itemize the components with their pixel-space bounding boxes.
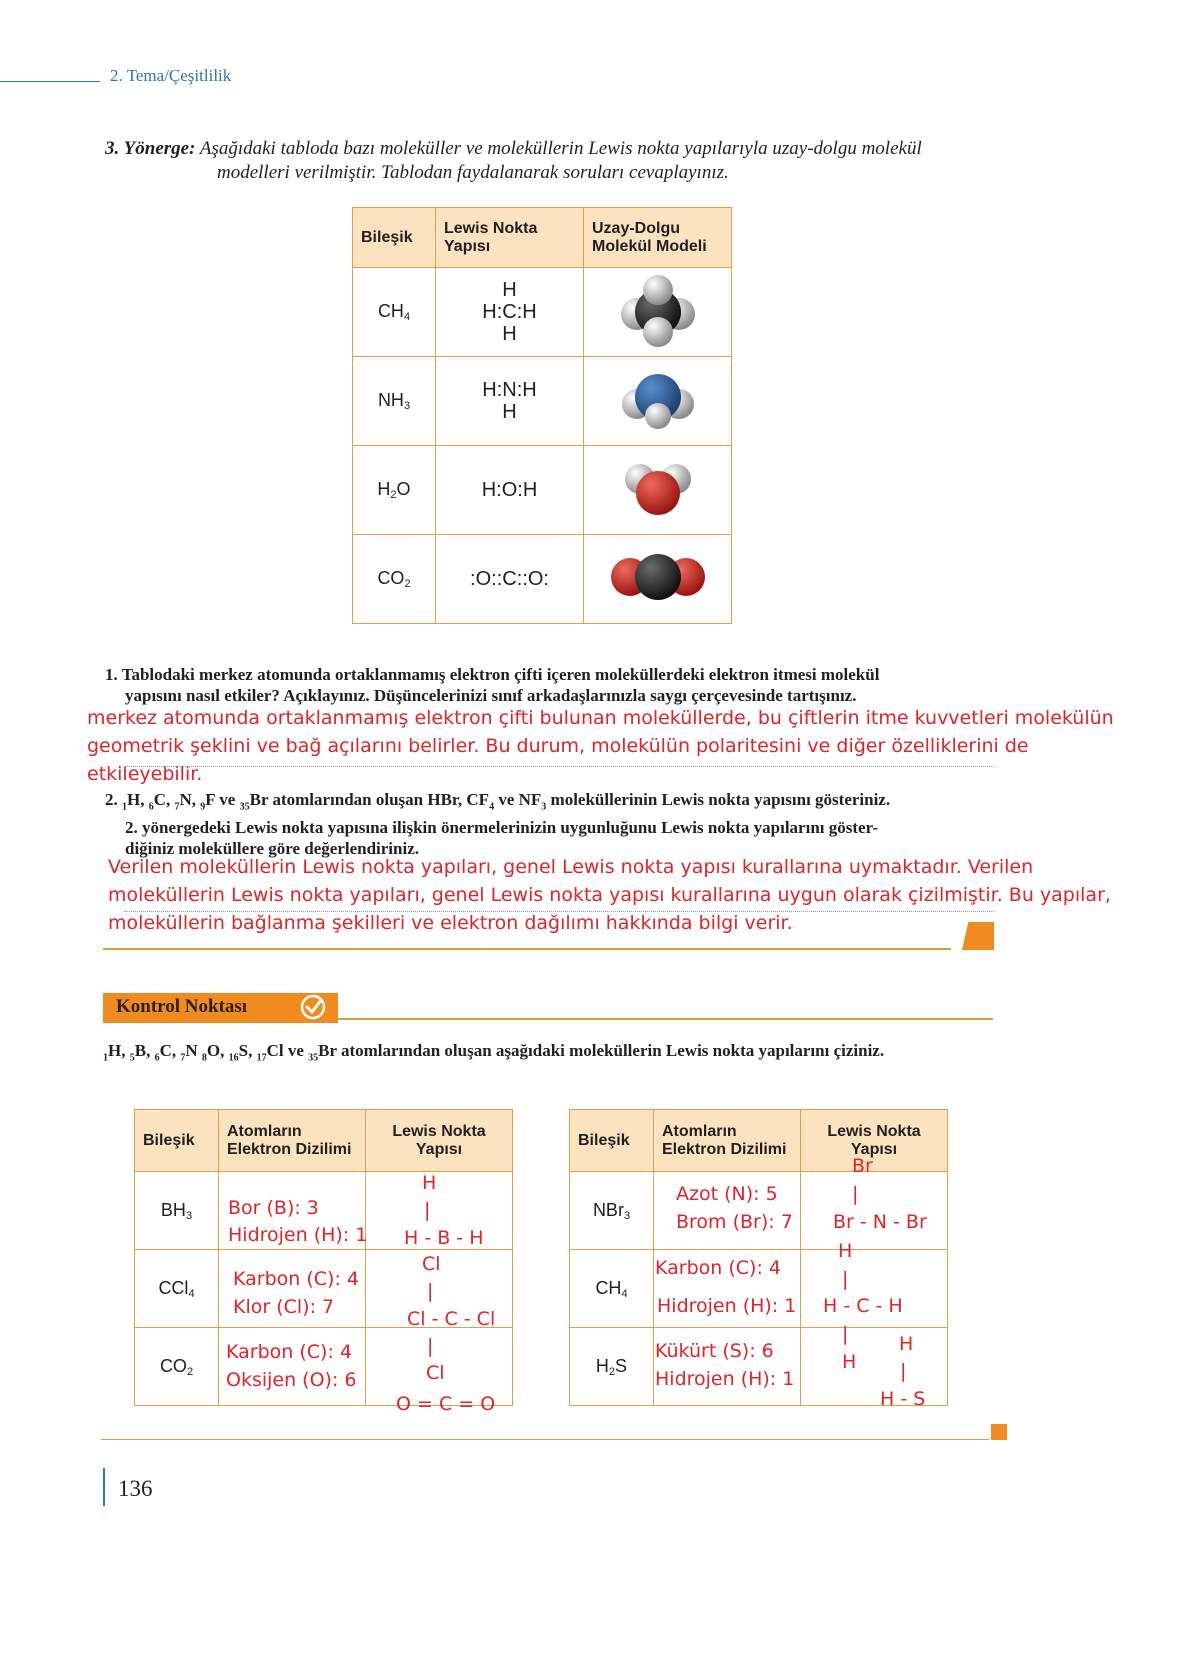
right-lewis-line: H <box>899 1333 914 1355</box>
left-e2-co2: Oksijen (O): 6 <box>226 1369 357 1391</box>
left-lewis-line: | <box>427 1335 434 1357</box>
right-e1-h2s: Kükürt (S): 6 <box>655 1340 774 1362</box>
left-e1-bh3: Bor (B): 3 <box>228 1197 319 1219</box>
left-e2-ccl4: Klor (Cl): 7 <box>233 1296 335 1318</box>
left-lewis-line: H - B - H <box>404 1227 484 1249</box>
right-lewis-line: | <box>842 1323 849 1345</box>
right-lewis-line: H <box>842 1351 857 1373</box>
header-rule <box>0 81 100 82</box>
section-divider <box>103 948 951 950</box>
instruction-label: 3. Yönerge: <box>105 138 196 159</box>
left-e1-ccl4: Karbon (C): 4 <box>233 1268 359 1290</box>
space-filling-h2o <box>613 453 703 523</box>
left-col-lewis: Lewis Nokta Yapısı <box>366 1110 513 1172</box>
right-lewis-line: | <box>842 1268 849 1290</box>
answer-line <box>124 766 994 767</box>
left-e2-bh3: Hidrojen (H): 1 <box>228 1224 368 1246</box>
question-2-line-3: diğiniz moleküllere göre değerlendiriniz. <box>125 839 420 859</box>
left-lewis-line: H <box>422 1172 437 1194</box>
right-lewis-line: H - C - H <box>823 1295 903 1317</box>
left-col-compound: Bileşik <box>135 1110 219 1172</box>
space-filling-ch4 <box>613 272 703 348</box>
lewis-h2o: H:O:H <box>436 446 584 535</box>
space-filling-nh3 <box>613 364 703 434</box>
check-icon <box>299 993 327 1021</box>
kontrol-prompt: $_1$H, $_5$B, $_6$C, $_7$N $_8$O, $_{16}$S, $_{17}$Cl ve $_{35}$Br atomlarından oluşan aşağıdaki moleküllerin Lewis nokta yapılarını çiziniz. <box>103 1041 885 1064</box>
answer-2: Verilen moleküllerin Lewis nokta yapıları, genel Lewis nokta yapısı kurallarına uymaktadır. Verilen moleküllerin Lewis nokta yapıları, genel Lewis nokta yapısı kurallarına uygun olarak çizilmiştir. Bu yapılar, moleküllerin bağlanma şekilleri ve elektron dağılımı hakkında bilgi verir. <box>108 856 1111 934</box>
left-lewis-line: | <box>427 1280 434 1302</box>
right-lewis-h2s <box>801 1328 948 1406</box>
left-formula-co2: CO2 <box>135 1328 219 1406</box>
molecule-table <box>352 207 732 624</box>
lewis-co2: :O::C::O: <box>436 535 584 624</box>
question-1-line-2: yapısını nasıl etkiler? Açıklayınız. Düşüncelerinizi sınıf arkadaşlarınızla saygı çerçevesinde tartışınız. <box>125 686 857 705</box>
left-lewis-line: O = C = O <box>396 1393 496 1415</box>
question-2 <box>105 789 890 859</box>
right-e2-nbr3: Brom (Br): 7 <box>676 1211 793 1233</box>
model-h2o <box>584 446 732 535</box>
right-e2-h2s: Hidrojen (H): 1 <box>655 1368 795 1390</box>
right-col-lewis: Lewis Nokta Yapısı <box>801 1110 948 1172</box>
right-col-electron: Atomların Elektron Dizilimi <box>654 1110 801 1172</box>
model-nh3 <box>584 357 732 446</box>
formula-ch4: CH4 <box>353 268 436 357</box>
right-lewis-line: | <box>900 1360 907 1382</box>
right-e2-ch4: Hidrojen (H): 1 <box>657 1295 797 1317</box>
left-formula-bh3: BH3 <box>135 1172 219 1250</box>
page-number: 136 <box>118 1476 153 1501</box>
formula-nh3: NH3 <box>353 357 436 446</box>
instruction-line-2: modelleri verilmiştir. Tablodan faydalanarak soruları cevaplayınız. <box>217 162 729 183</box>
answer-1: merkez atomunda ortaklanmamış elektron çifti bulunan moleküllerde, bu çiftlerin itme kuvvetleri molekülün geometrik şeklini ve bağ açılarını belirler. Bu durum, molekülün polaritesini ve diğer özelliklerini de etkileyebilir. <box>87 707 1114 785</box>
question-1 <box>105 664 879 706</box>
right-lewis-line: H <box>838 1240 853 1262</box>
right-e1-nbr3: Azot (N): 5 <box>676 1183 778 1205</box>
bottom-rule <box>101 1439 989 1440</box>
question-2-line-1: 2. $_1$H, $_6$C, $_7$N, $_9$F ve $_{35}$Br atomlarından oluşan HBr, $CF_4$ ve $NF_3$ moleküllerinin Lewis nokta yapısını gösteriniz. <box>105 790 891 813</box>
col-header-compound: Bileşik <box>353 208 436 268</box>
left-lewis-line: | <box>424 1199 431 1221</box>
left-lewis-line: Cl <box>422 1253 441 1275</box>
right-formula-ch4: CH4 <box>570 1250 654 1328</box>
right-lewis-line: H - S <box>880 1388 926 1410</box>
formula-h2o: H2O <box>353 446 436 535</box>
formula-co2: CO2 <box>353 535 436 624</box>
col-header-lewis: Lewis Nokta Yapısı <box>436 208 584 268</box>
left-col-electron: Atomların Elektron Dizilimi <box>219 1110 366 1172</box>
right-col-compound: Bileşik <box>570 1110 654 1172</box>
page-number-rule <box>103 1468 105 1506</box>
left-lewis-line: Cl <box>426 1362 445 1384</box>
instruction-line-1: Aşağıdaki tabloda bazı moleküller ve moleküllerin Lewis nokta yapılarıyla uzay-dolgu molekül <box>199 138 922 159</box>
right-lewis-line: | <box>852 1183 859 1205</box>
right-formula-h2s: H2S <box>570 1328 654 1406</box>
question-2-line-2: 2. yönergedeki Lewis nokta yapısına ilişkin önermelerinizin uygunluğunu Lewis nokta yapılarını göster- <box>125 818 879 838</box>
instruction <box>105 137 1065 185</box>
right-lewis-line: Br - N - Br <box>833 1211 927 1233</box>
question-1-line-1: 1. Tablodaki merkez atomunda ortaklanmamış elektron çifti içeren moleküllerdeki elektron itmesi molekül <box>105 665 880 684</box>
model-ch4 <box>584 268 732 357</box>
lewis-ch4: H H:C:H H <box>436 268 584 357</box>
left-formula-ccl4: CCl4 <box>135 1250 219 1328</box>
col-header-model: Uzay-Dolgu Molekül Modeli <box>584 208 732 268</box>
left-lewis-line: Cl - C - Cl <box>407 1308 496 1330</box>
right-e1-ch4: Karbon (C): 4 <box>655 1257 781 1279</box>
space-filling-co2 <box>608 547 708 607</box>
kontrol-rule <box>338 1018 993 1020</box>
right-lewis-line: Br <box>852 1155 873 1177</box>
header-title: 2. Tema/Çeşitlilik <box>110 66 232 85</box>
left-e1-co2: Karbon (C): 4 <box>226 1341 352 1363</box>
bottom-marker <box>991 1424 1007 1440</box>
right-formula-nbr3: NBr3 <box>570 1172 654 1250</box>
kontrol-title: Kontrol Noktası <box>116 996 248 1017</box>
model-co2 <box>584 535 732 624</box>
lewis-nh3: H:N:H H <box>436 357 584 446</box>
answer-line-2 <box>124 911 994 912</box>
